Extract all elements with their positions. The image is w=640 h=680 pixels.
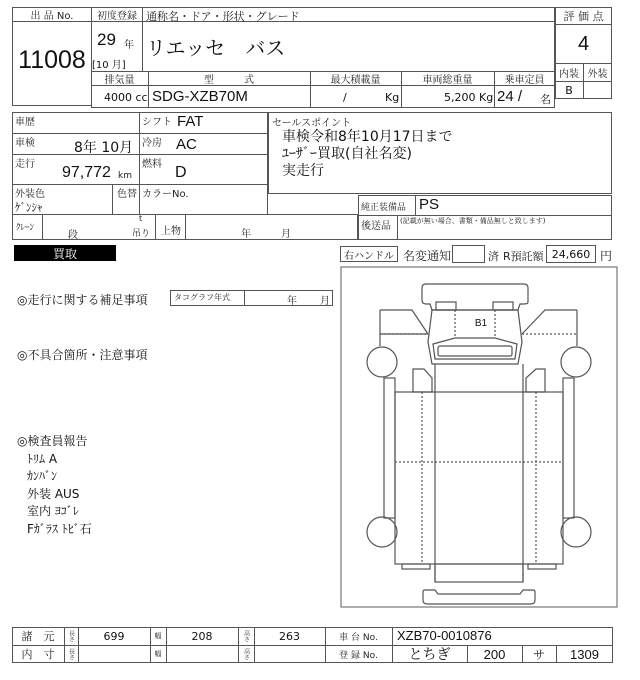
wheel-rear-left [367,517,397,547]
crane-lift: 吊り [132,229,151,239]
equipment-label: 純正装備品 [361,203,407,213]
displacement: 4000 cc [104,91,148,104]
gross-weight-label: 車両総重量 [422,74,473,86]
cabin-body [395,392,563,564]
inspector-title: ◎検査員報告 [17,434,88,448]
tachograph-month: 月 [320,296,330,307]
rear-panel [435,564,523,582]
exterior-color: ｹﾞﾝｼｬ [15,201,43,214]
wheel-front-right [561,347,591,377]
spec-length-label: 長さ [67,630,75,642]
interior-label: 内装 [559,68,579,80]
fuel-value: D [175,164,187,181]
later-items-label: 後送品 [361,221,391,232]
yen-label: 円 [600,249,613,263]
later-items-note: (記載が無い場合、書類・備品無しと致します) [400,217,546,225]
spec-length: 699 [103,629,125,643]
mileage-notes-title: ◎走行に関する補足事項 [17,293,148,307]
lot-number: 11008 [18,45,86,74]
defects-title: ◎不具合箇所・注意事項 [17,348,148,362]
front-fender-left [380,310,428,346]
front-bumper [422,284,528,310]
mileage-value: 97,772 [62,164,111,181]
recycle-label: R預託額 [503,250,544,263]
rear-bumper [423,590,535,604]
capacity-unit: 名 [540,93,551,106]
right-hand-drive: 右ハンドル [344,250,394,262]
first-reg-label: 初度登録 [97,10,137,22]
shift-label: シフト [142,117,172,128]
wheel-front-left [367,347,397,377]
right-hand-drive-box [340,246,398,262]
shift-value: FAT [177,113,204,130]
sales-point-label: セールスポイント [272,118,352,129]
plate-label: 登 録 No. [339,650,378,661]
spec-width-label: 幅 [154,632,162,640]
car-name-label: 通称名・ドア・形状・グレード [146,10,300,23]
inspector-line-2: ｶﾝﾊﾞﾝ [27,469,58,483]
car-name: リエッセ バス [146,36,286,60]
inspector-line-4: 室内 ﾖｺﾞﾚ [27,504,79,518]
damage-mark-b1: B1 [474,318,488,329]
inner-width-label: 幅 [154,650,162,658]
tachograph-year: 年 [287,296,297,307]
mileage-label: 走行 [15,159,35,170]
headlight-right [493,302,513,310]
max-load-label: 最大積載量 [330,74,381,86]
mudflap-left [402,564,430,569]
history-label: 車歴 [15,117,35,128]
recycle-amount: 24,660 [551,247,591,261]
plate-number: 1309 [570,646,599,662]
interior-score: B [565,83,573,97]
front-fender-right [522,310,577,346]
crane-ton: t [139,214,143,223]
mileage-unit: km [118,171,132,181]
spec-height: 263 [279,629,300,643]
sales-point-line-3: 実走行 [282,163,324,179]
exterior-color-label: 外装色 [15,189,45,200]
sales-point-line-1: 車検令和8年10月17日まで [282,129,453,145]
inner-label: 内 寸 [21,648,55,661]
color-no-label: カラーNo. [142,189,189,200]
inspector-line-1: ﾄﾘﾑ A [27,452,58,466]
upper-year: 年 [241,229,251,240]
model: SDG-XZB70M [152,88,248,105]
recycle-amount-box [546,245,596,263]
displacement-label: 排気量 [104,74,135,86]
vehicle-diagram [340,266,619,608]
inner-width [166,645,238,663]
purchase-badge [14,245,116,261]
inner-length [78,645,150,663]
crane-stage: 段 [68,230,78,241]
ac-value: AC [176,136,197,153]
max-load: / [343,91,347,104]
inner-height [254,645,325,663]
max-load-unit: Kg [385,91,400,104]
gross-weight: 5,200 Kg [444,91,494,104]
spec-width: 208 [191,629,213,643]
inspector-line-3: 外装 AUS [27,487,80,501]
upper-label: 上物 [161,226,181,237]
score-label: 評 価 点 [563,9,604,23]
plate-region: とちぎ [408,647,451,663]
ac-label: 冷房 [142,138,162,149]
side-step-right [563,378,574,518]
lot-label: 出 品 No. [30,10,74,22]
purchase-badge-text: 買取 [52,246,77,261]
first-reg-month: [10 月] [92,60,126,71]
chassis-label: 車 台 No. [339,632,378,643]
sales-point-line-2: ﾕｰｻﾞｰ買取(自社名変) [282,146,412,162]
recycle-mark: 済 [488,250,499,263]
exterior-label: 外装 [587,68,608,80]
tachograph-label: タコグラフ年式 [174,293,230,302]
headlight-left [436,302,456,310]
plate-kana: サ [532,647,545,662]
mudflap-right [528,564,556,569]
first-reg-year: 29 [97,30,116,49]
model-label: 型 式 [204,74,254,86]
spec-height-label: 高さ [242,630,250,642]
inspection-label: 車検 [15,138,35,149]
inner-height-label: 高さ [242,648,250,660]
inner-length-label: 長さ [67,648,75,660]
upper-month: 月 [281,229,291,240]
name-change-box [452,245,485,263]
exterior-score [583,81,612,99]
plate-class: 200 [483,646,506,662]
capacity: 24 / [497,88,523,105]
chassis-number: XZB70-0010876 [397,628,492,643]
spec-label: 諸 元 [21,630,55,643]
inspection-value: 8年 10月 [74,140,134,156]
crane-label: ｸﾚｰﾝ [16,223,35,233]
name-change-label: 名変通知 [403,249,452,263]
wheel-rear-right [561,517,591,547]
capacity-label: 乗車定員 [504,74,545,86]
equipment-value: PS [419,196,440,213]
color-change-label: 色替 [117,189,137,200]
score-value: 4 [577,32,590,55]
mirror-right [526,369,545,392]
windshield-inner [438,346,512,356]
year-unit: 年 [124,40,134,51]
inspector-line-5: Fｶﾞﾗｽ ﾄﾋﾞ石 [27,522,92,536]
side-step-left [384,378,395,518]
details-box [12,112,268,215]
mirror-left [413,369,432,392]
fuel-label: 燃料 [142,159,162,170]
